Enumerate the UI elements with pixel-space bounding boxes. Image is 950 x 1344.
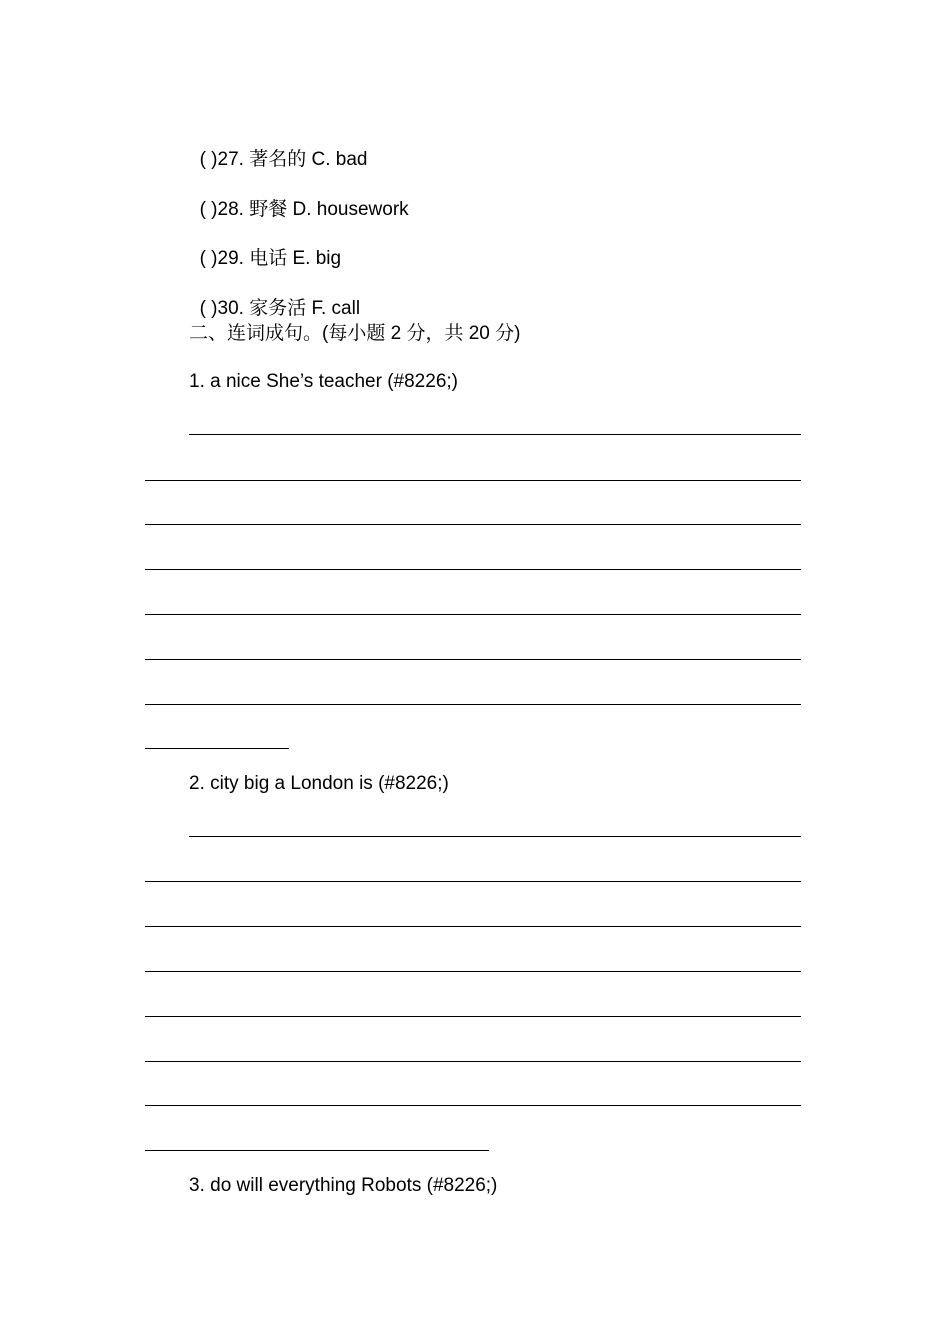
answer-line bbox=[145, 926, 801, 927]
matching-chinese: 著名的 bbox=[249, 149, 307, 170]
matching-chinese: 野餐 bbox=[249, 199, 288, 220]
answer-line bbox=[145, 524, 801, 525]
answer-line bbox=[145, 1061, 801, 1062]
answer-line bbox=[145, 748, 289, 749]
matching-answer: D. housework bbox=[292, 199, 409, 220]
answer-line bbox=[145, 1105, 801, 1106]
matching-item-28 bbox=[189, 174, 409, 222]
matching-chinese: 电话 bbox=[249, 248, 288, 269]
answer-line bbox=[189, 434, 801, 435]
matching-chinese: 家务活 bbox=[249, 298, 307, 319]
answer-line bbox=[145, 480, 801, 481]
answer-line bbox=[145, 614, 801, 615]
answer-line bbox=[145, 1150, 489, 1151]
question-3: 3. do will everything Robots (#8226;) bbox=[189, 1175, 498, 1196]
answer-line bbox=[145, 971, 801, 972]
answer-line bbox=[145, 569, 801, 570]
matching-answer: E. big bbox=[292, 248, 342, 269]
matching-answer: F. call bbox=[311, 298, 361, 319]
matching-prefix: ( )29. bbox=[199, 248, 244, 269]
matching-prefix: ( )27. bbox=[199, 149, 244, 170]
answer-line bbox=[145, 659, 801, 660]
matching-item-27 bbox=[189, 124, 367, 172]
matching-item-30 bbox=[189, 273, 360, 321]
matching-item-29 bbox=[189, 223, 341, 271]
question-2: 2. city big a London is (#8226;) bbox=[189, 773, 449, 794]
question-1: 1. a nice She’s teacher (#8226;) bbox=[189, 371, 458, 392]
matching-answer: C. bad bbox=[311, 149, 368, 170]
answer-line bbox=[189, 836, 801, 837]
matching-prefix: ( )28. bbox=[199, 199, 244, 220]
answer-line bbox=[145, 704, 801, 705]
section-heading: 二、连词成句。(每小题 2 分，共 20 分) bbox=[189, 323, 521, 344]
matching-prefix: ( )30. bbox=[199, 298, 244, 319]
answer-line bbox=[145, 1016, 801, 1017]
answer-line bbox=[145, 881, 801, 882]
